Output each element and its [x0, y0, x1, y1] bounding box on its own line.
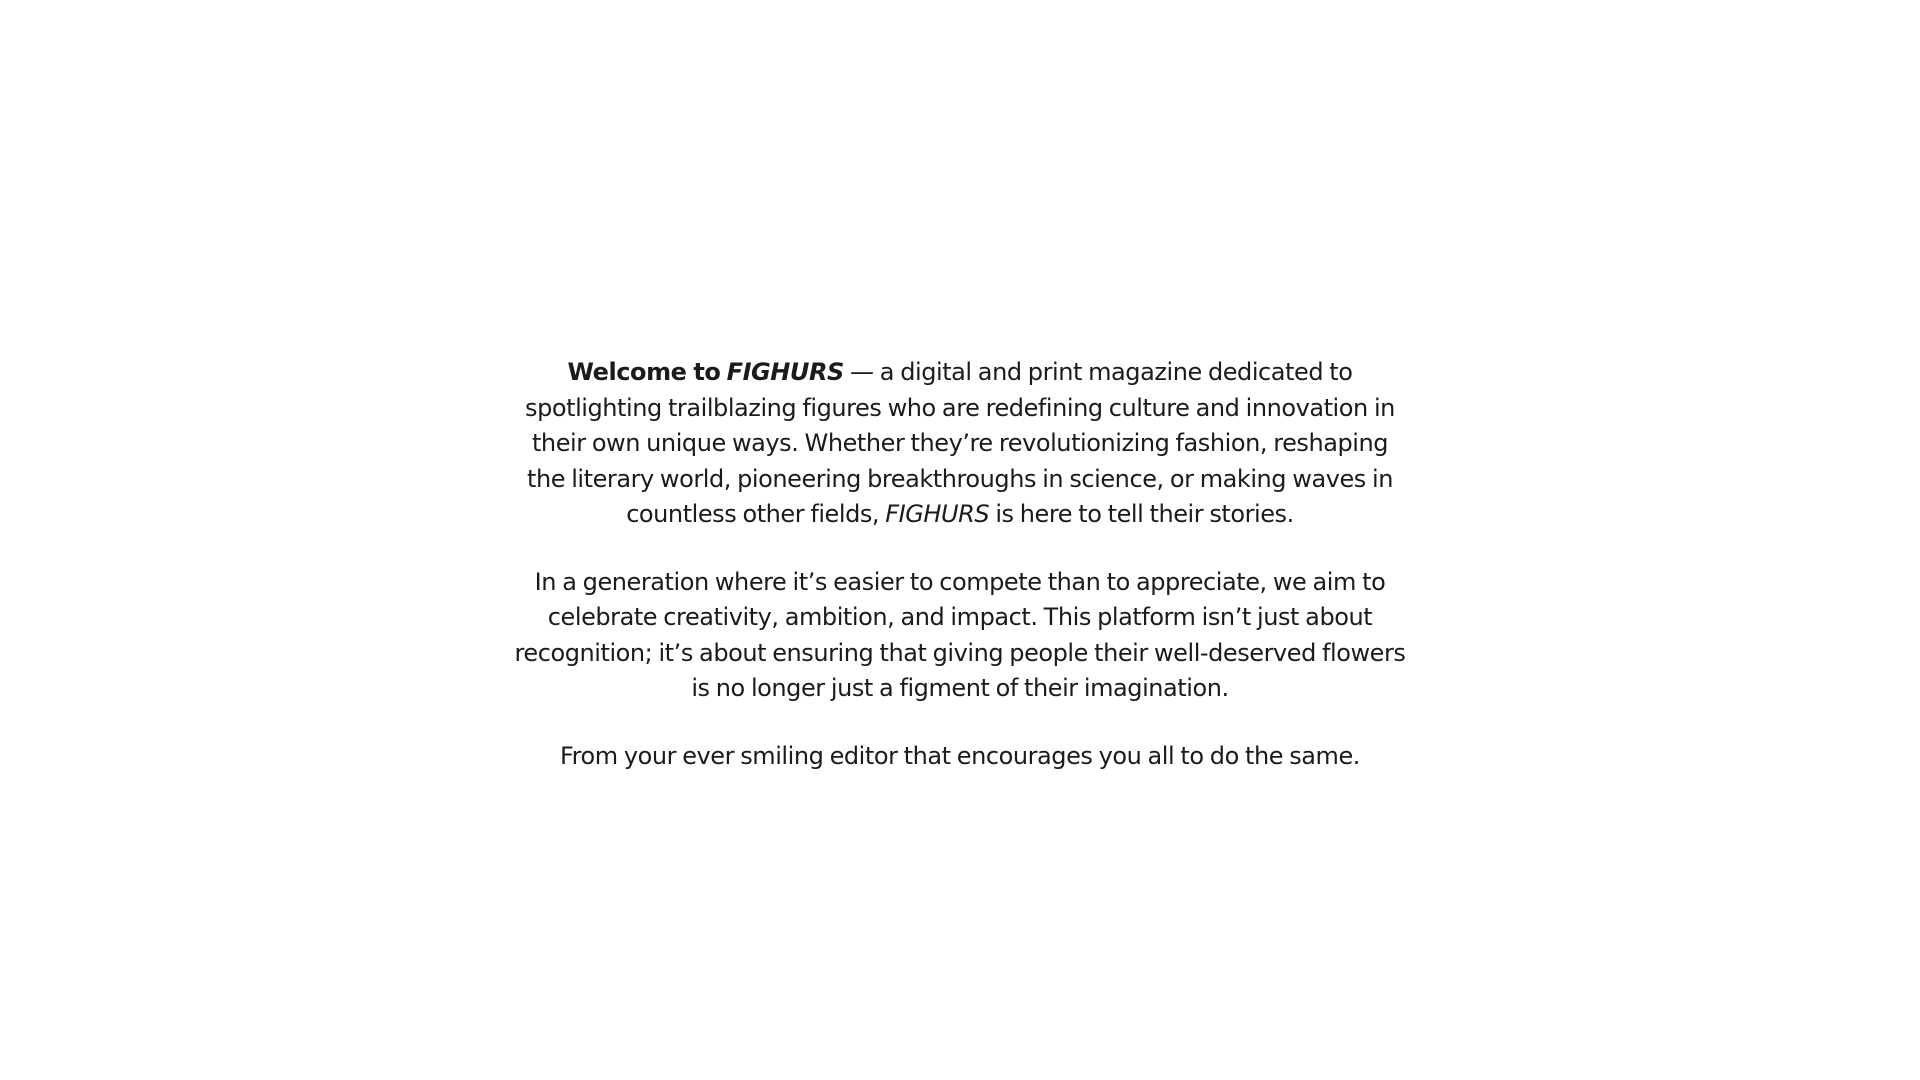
editor-signoff: From your ever smiling editor that encourages you all to do the same. [560, 741, 1360, 770]
intro-closing: is here to tell their stories. [989, 500, 1294, 528]
welcome-text: Welcome to [567, 358, 721, 386]
editor-letter [510, 355, 1410, 774]
intro-paragraph [510, 355, 1410, 533]
brand-name: FIGHURS [726, 358, 844, 386]
brand-name-inline: FIGHURS [885, 500, 990, 528]
mission-paragraph: In a generation where it’s easier to compete than to appreciate, we aim to celebrate creativity, ambition, and impact. This platform isn’t just about recognition; it’s about ensuring that giving people their well-deserved flowers is no longer just a figment of their imagination. [514, 567, 1406, 702]
intro-description: — a digital and print magazine dedicated to spotlighting trailblazing figures who are redefining culture and innovation in their own unique ways. Whether they’re revolutionizing fashion, reshaping the literary world, pioneering breakthroughs in science, or making waves in countless other fields, [525, 358, 1395, 528]
